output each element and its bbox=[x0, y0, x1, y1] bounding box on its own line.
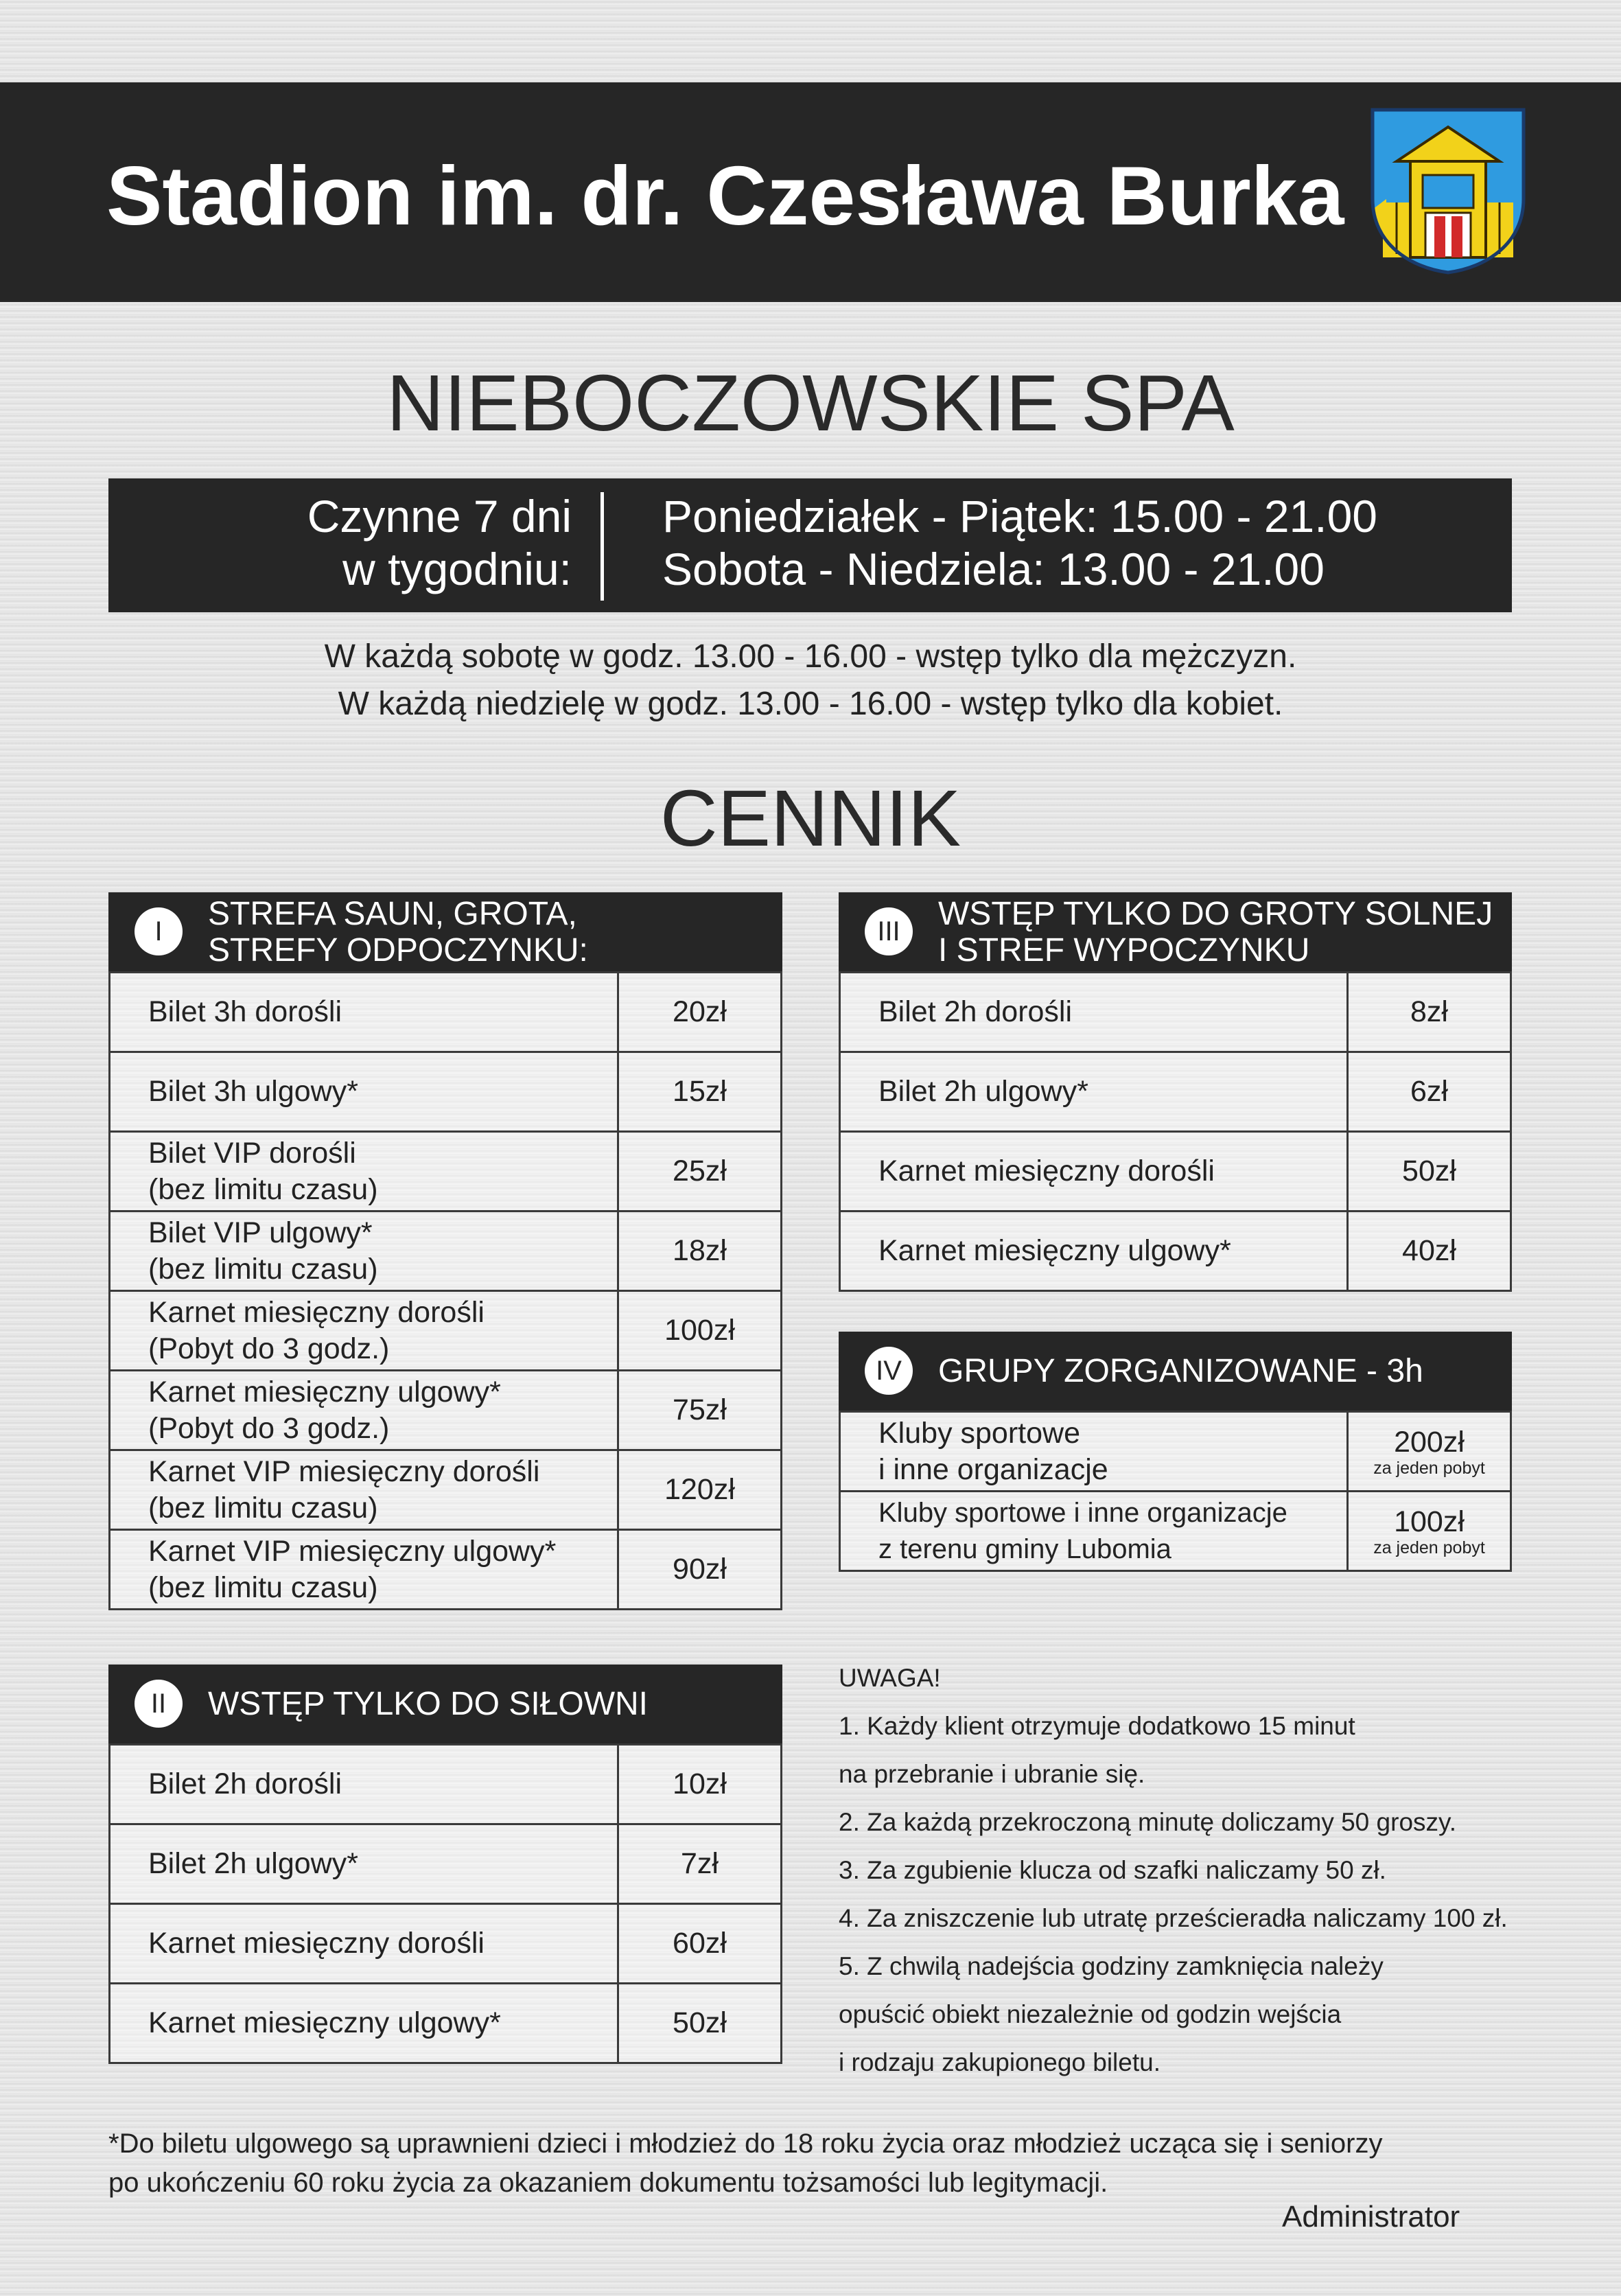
ticket-price: 90zł bbox=[618, 1530, 782, 1610]
ticket-name: Bilet 2h dorośli bbox=[110, 1745, 618, 1824]
ticket-name: Karnet VIP miesięczny dorośli (bez limitu czasu) bbox=[110, 1450, 618, 1530]
ticket-price: 60zł bbox=[618, 1904, 782, 1984]
ticket-price: 8zł bbox=[1348, 973, 1511, 1052]
ticket-price: 15zł bbox=[618, 1052, 782, 1132]
section-header bbox=[108, 892, 782, 971]
section-number: II bbox=[135, 1680, 183, 1728]
ticket-name: Bilet 2h ulgowy* bbox=[840, 1052, 1348, 1132]
group-price-cell bbox=[1348, 1492, 1511, 1571]
section-number: I bbox=[135, 907, 183, 955]
rules-notice: UWAGA! 1. Każdy klient otrzymuje dodatkowo 15 minut na przebranie i ubranie się. 2. Za każdą przekroczoną minutę doliczamy 50 groszy. 3. Za zgubienie klucza od szafki naliczamy 50 zł. 4. Za zniszczenie lub utratę prześcieradła naliczamy 100 zł. 5. Z chwilą nadejścia godziny zamknięcia należy opuścić obiekt niezależnie od godzin wejścia i rodzaju zakupionego biletu. bbox=[839, 1664, 1508, 2076]
group-price: 100zł bbox=[1394, 1505, 1465, 1538]
ticket-price: 50zł bbox=[1348, 1132, 1511, 1211]
table-row bbox=[840, 1412, 1511, 1492]
table-row bbox=[840, 1211, 1511, 1291]
opening-hours-bar bbox=[108, 478, 1512, 612]
section-header bbox=[108, 1665, 782, 1743]
ticket-name: Bilet 2h ulgowy* bbox=[110, 1824, 618, 1904]
price-note: za jeden pobyt bbox=[1373, 1538, 1485, 1557]
ticket-price: 25zł bbox=[618, 1132, 782, 1211]
table-row bbox=[110, 973, 782, 1052]
ticket-price: 50zł bbox=[618, 1984, 782, 2063]
ticket-name: Karnet miesięczny ulgowy* (Pobyt do 3 godz.) bbox=[110, 1371, 618, 1450]
ticket-name: Karnet miesięczny ulgowy* bbox=[110, 1984, 618, 2063]
table-row bbox=[840, 973, 1511, 1052]
table-row bbox=[840, 1492, 1511, 1571]
price-table bbox=[839, 971, 1512, 1292]
ticket-name: Karnet miesięczny ulgowy* bbox=[840, 1211, 1348, 1291]
group-name: Kluby sportowe i inne organizacje bbox=[840, 1412, 1348, 1492]
ticket-name: Bilet VIP ulgowy* (bez limitu czasu) bbox=[110, 1211, 618, 1291]
section-title: STREFA SAUN, GROTA, STREFY ODPOCZYNKU: bbox=[208, 895, 588, 969]
price-list-title: CENNIK bbox=[660, 774, 961, 863]
opening-hours bbox=[662, 490, 1377, 596]
ticket-price: 18zł bbox=[618, 1211, 782, 1291]
ticket-name: Karnet miesięczny dorośli bbox=[110, 1904, 618, 1984]
gender-schedule-notice bbox=[0, 633, 1621, 728]
ticket-price: 6zł bbox=[1348, 1052, 1511, 1132]
price-table bbox=[108, 1743, 782, 2064]
table-row bbox=[110, 1291, 782, 1371]
table-row bbox=[110, 1824, 782, 1904]
section-header bbox=[839, 892, 1512, 971]
page-title: Stadion im. dr. Czesława Burka bbox=[106, 149, 1344, 242]
section-organized-groups bbox=[839, 1332, 1512, 1572]
section-title: WSTĘP TYLKO DO SIŁOWNI bbox=[208, 1686, 649, 1722]
section-title: GRUPY ZORGANIZOWANE - 3h bbox=[938, 1353, 1423, 1389]
group-price-cell bbox=[1348, 1412, 1511, 1492]
section-header bbox=[839, 1332, 1512, 1411]
ticket-name: Karnet miesięczny dorośli bbox=[840, 1132, 1348, 1211]
table-row bbox=[110, 1904, 782, 1984]
open-days-line1: Czynne 7 dni bbox=[307, 491, 572, 542]
discount-footnote: *Do biletu ulgowego są uprawnieni dzieci i młodzież do 18 roku życia oraz młodzież ucząca się i seniorzy po ukończeniu 60 roku życia za okazaniem dokumentu tożsamości lub legitymacji. bbox=[108, 2129, 1383, 2198]
ticket-name: Bilet 2h dorośli bbox=[840, 973, 1348, 1052]
section-title: WSTĘP TYLKO DO GROTY SOLNEJ I STREF WYPOCZYNKU bbox=[938, 895, 1493, 969]
table-row bbox=[110, 1450, 782, 1530]
ticket-price: 100zł bbox=[618, 1291, 782, 1371]
ticket-price: 40zł bbox=[1348, 1211, 1511, 1291]
table-row bbox=[840, 1132, 1511, 1211]
ticket-price: 10zł bbox=[618, 1745, 782, 1824]
group-name: Kluby sportowe i inne organizacje z terenu gminy Lubomia bbox=[840, 1492, 1348, 1571]
ticket-price: 20zł bbox=[618, 973, 782, 1052]
saturday-notice: W każdą sobotę w godz. 13.00 - 16.00 - wstęp tylko dla mężczyzn. bbox=[324, 638, 1297, 675]
table-row bbox=[110, 1052, 782, 1132]
table-row bbox=[110, 1745, 782, 1824]
section-gym bbox=[108, 1665, 782, 2064]
table-row bbox=[110, 1371, 782, 1450]
price-note: za jeden pobyt bbox=[1373, 1458, 1485, 1478]
open-days-label bbox=[307, 490, 572, 596]
ticket-name: Bilet 3h ulgowy* bbox=[110, 1052, 618, 1132]
section-number: III bbox=[865, 907, 913, 955]
ticket-price: 120zł bbox=[618, 1450, 782, 1530]
price-table bbox=[108, 971, 782, 1610]
section-sauna-zone bbox=[108, 892, 782, 1610]
ticket-name: Karnet VIP miesięczny ulgowy* (bez limitu czasu) bbox=[110, 1530, 618, 1610]
price-table bbox=[839, 1411, 1512, 1572]
hours-divider bbox=[600, 492, 604, 601]
weekend-hours: Sobota - Niedziela: 13.00 - 21.00 bbox=[662, 544, 1325, 594]
group-price: 200zł bbox=[1394, 1425, 1465, 1459]
ticket-name: Bilet 3h dorośli bbox=[110, 973, 618, 1052]
section-salt-grotto bbox=[839, 892, 1512, 1292]
table-row bbox=[110, 1211, 782, 1291]
table-row bbox=[840, 1052, 1511, 1132]
ticket-price: 75zł bbox=[618, 1371, 782, 1450]
spa-title: NIEBOCZOWSKIE SPA bbox=[386, 358, 1235, 448]
ticket-name: Bilet VIP dorośli (bez limitu czasu) bbox=[110, 1132, 618, 1211]
signature: Administrator bbox=[1282, 2200, 1460, 2234]
table-row bbox=[110, 1132, 782, 1211]
sunday-notice: W każdą niedzielę w godz. 13.00 - 16.00 - wstęp tylko dla kobiet. bbox=[338, 686, 1283, 722]
table-row bbox=[110, 1984, 782, 2063]
section-number: IV bbox=[865, 1347, 913, 1395]
ticket-name: Karnet miesięczny dorośli (Pobyt do 3 godz.) bbox=[110, 1291, 618, 1371]
table-row bbox=[110, 1530, 782, 1610]
open-days-line2: w tygodniu: bbox=[342, 544, 572, 594]
ticket-price: 7zł bbox=[618, 1824, 782, 1904]
coat-of-arms-icon bbox=[1369, 106, 1527, 275]
weekday-hours: Poniedziałek - Piątek: 15.00 - 21.00 bbox=[662, 491, 1377, 542]
